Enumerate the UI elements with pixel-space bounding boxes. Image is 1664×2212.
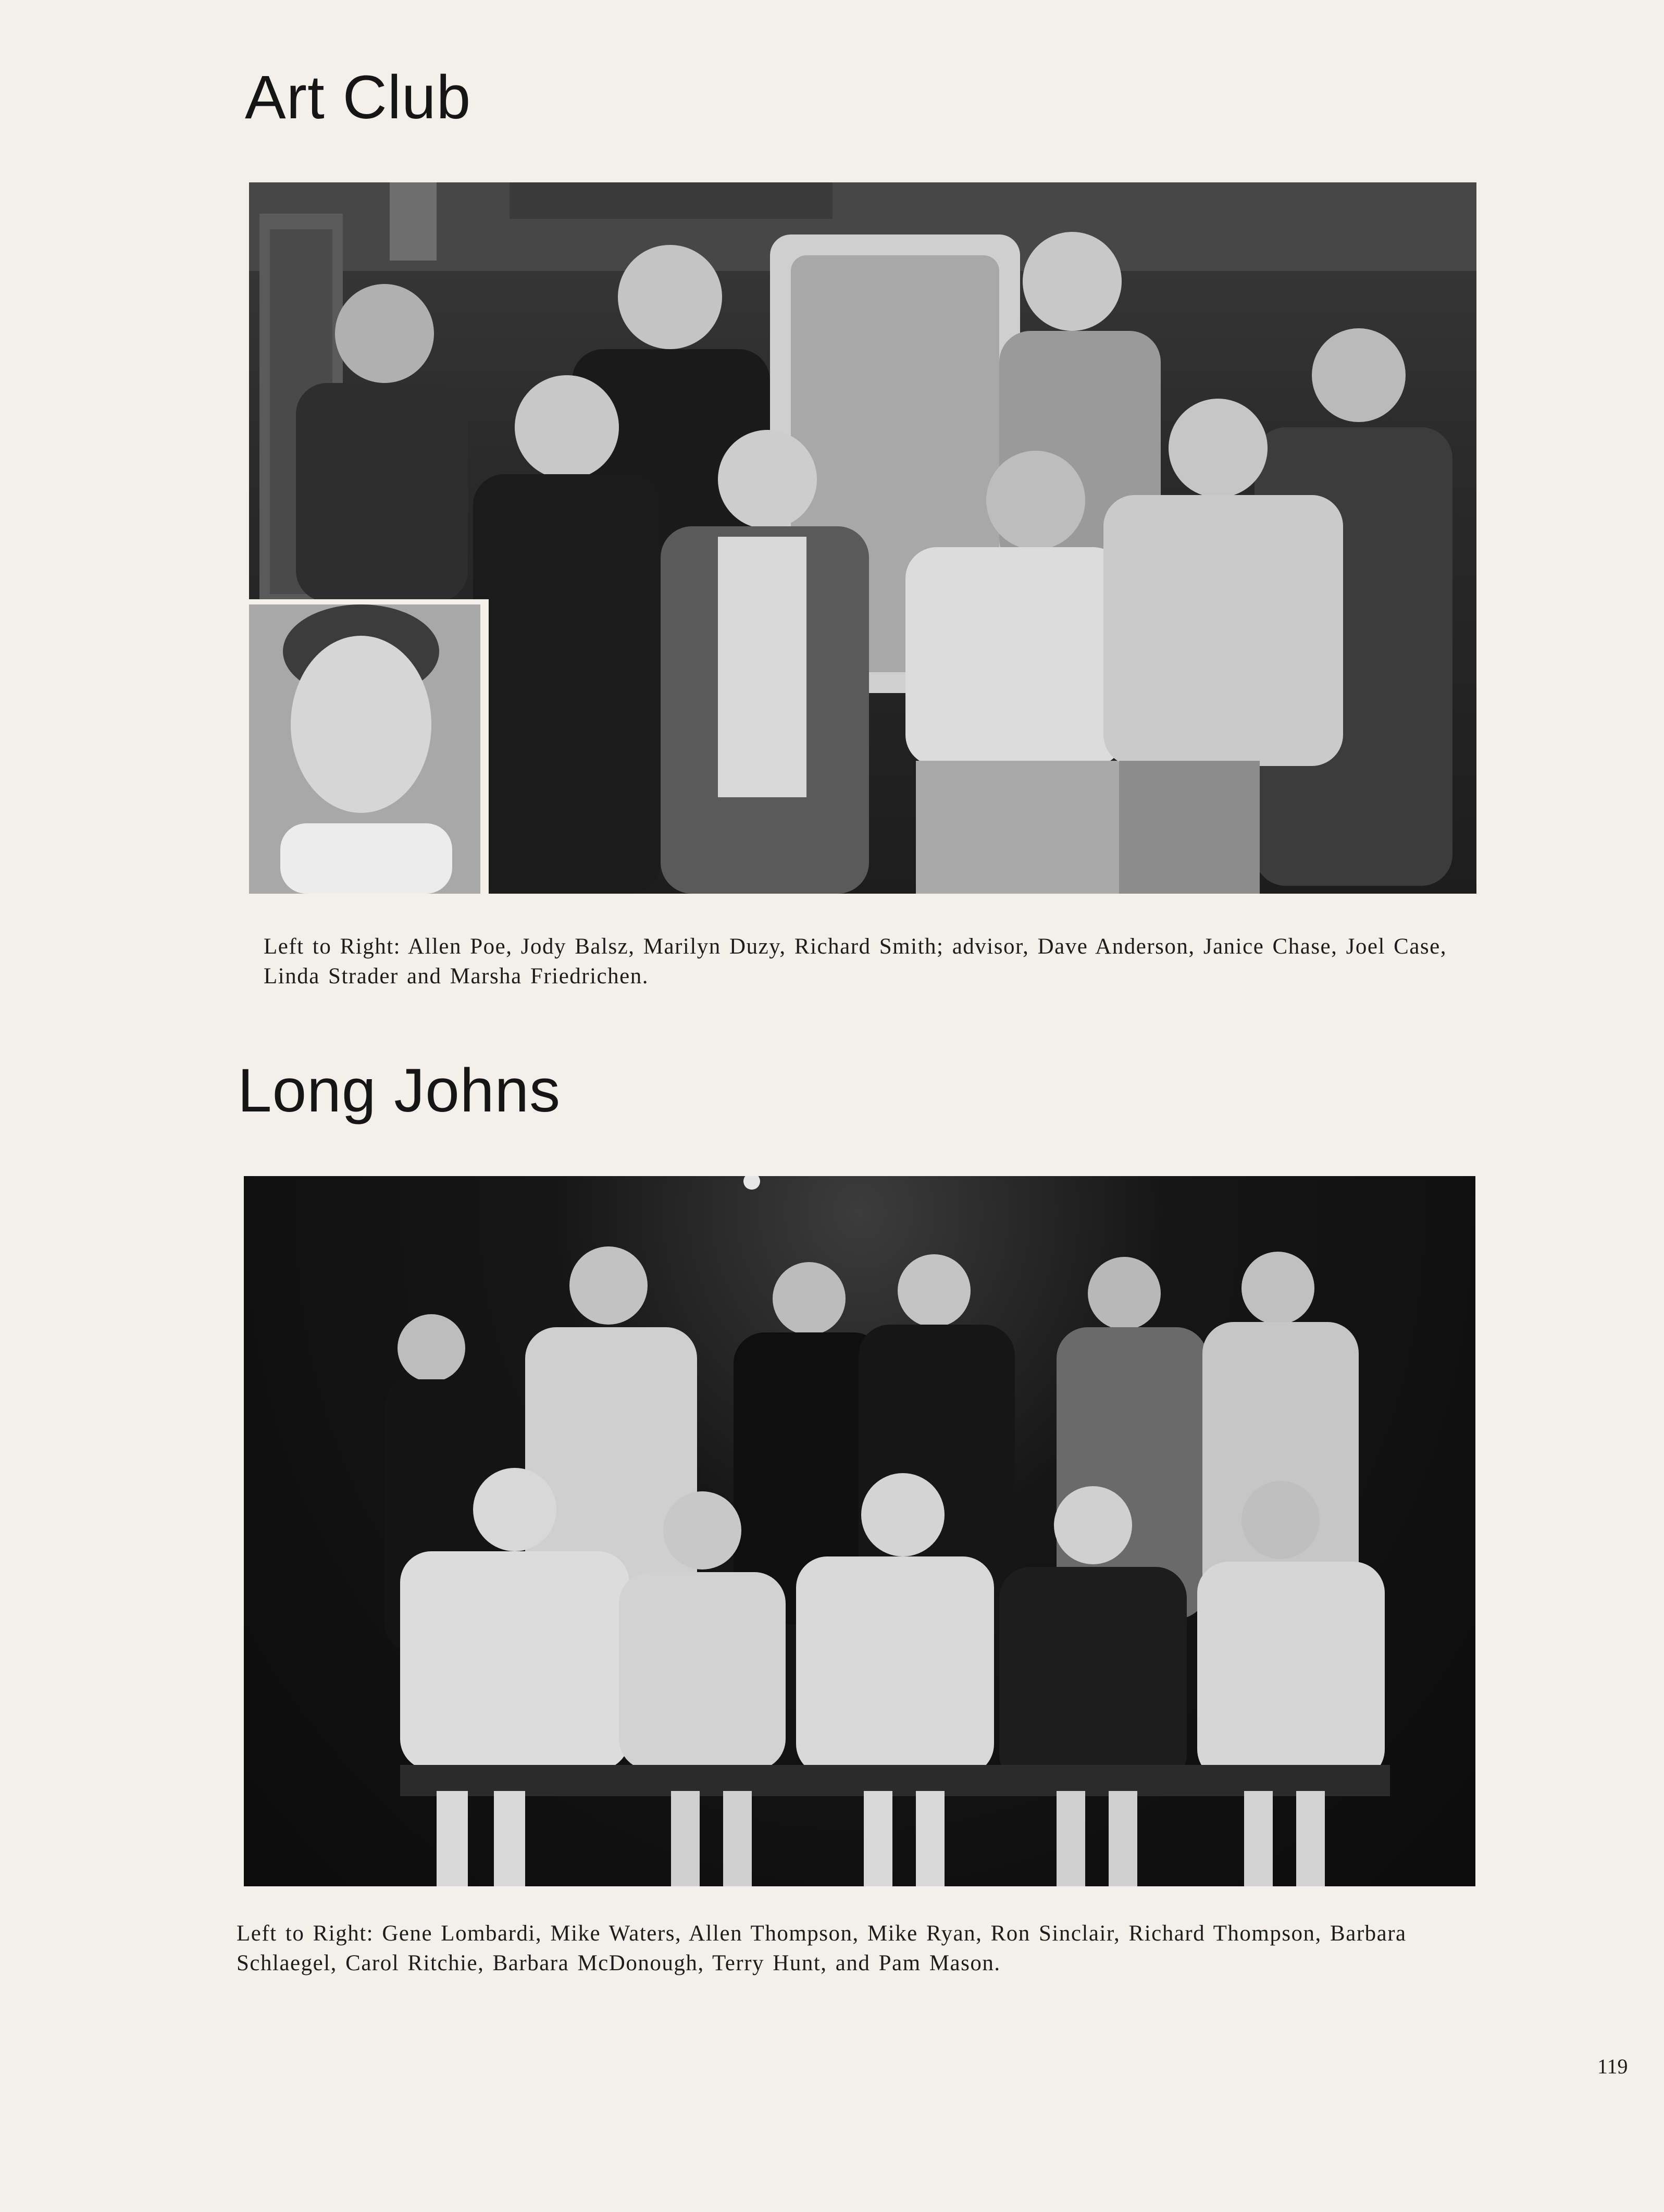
inset-portrait-photo	[249, 604, 480, 894]
art-club-caption: Left to Right: Allen Poe, Jody Balsz, Marilyn Duzy, Richard Smith; advisor, Dave Anderson, Janice Chase, Joel Case, Linda Strader and Marsha Friedrichen.	[264, 934, 1447, 988]
inset-portrait-frame	[249, 599, 489, 894]
long-johns-title: Long Johns	[238, 1056, 561, 1125]
long-johns-group-photo	[244, 1176, 1475, 1886]
art-club-group-photo	[249, 182, 1476, 894]
art-club-title: Art Club	[245, 63, 471, 132]
long-johns-caption: Left to Right: Gene Lombardi, Mike Waters, Allen Thompson, Mike Ryan, Ron Sinclair, Richard Thompson, Barbara Schlaegel, Carol Ritchie, Barbara McDonough, Terry Hunt, and Pam Mason.	[237, 1921, 1407, 1975]
long-johns-photo-illustration	[244, 1176, 1475, 1886]
page-number: 119	[1597, 2055, 1628, 2078]
inset-portrait-illustration	[249, 604, 480, 894]
